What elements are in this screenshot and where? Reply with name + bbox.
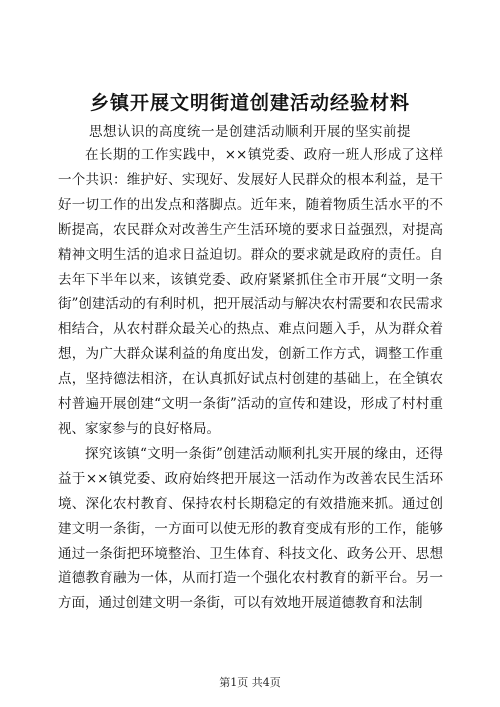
- document-title: 乡镇开展文明街道创建活动经验材料: [89, 92, 410, 114]
- body-paragraph: 在长期的工作实践中，××镇党委、政府一班人形成了这样一个共识：维护好、实现好、发展好人民群众的根本利益，是干好一切工作的出发点和落脚点。近年来，随着物质生活水平的不断提高，农民群众对改善生产生活环境的要求日益强烈，对提高精神文明生活的追求日益迫切。群众的要求就是政府的责任。自去年下半年以来，该镇党委、政府紧紧抓住全市开展“文明一条街”创建活动的有利时机，把开展活动与解决农村需要和农民需求相结合，从农村群众最关心的热点、难点问题入手，从为群众着想，为广大群众谋利益的角度出发，创新工作方式，调整工作重点，坚持德法相济，在认真抓好试点村创建的基础上，在全镇农村普遍开展创建“文明一条街”活动的宣传和建设，形成了村村重视、家家参与的良好格局。: [58, 147, 443, 437]
- body-paragraph: 探究该镇“文明一条街”创建活动顺利扎实开展的缘由，还得益于××镇党委、政府始终把开展这一活动作为改善农民生活环境、深化农村教育、保持农村长期稳定的有效措施来抓。通过创建文明一条街，一方面可以使无形的教育变成有形的工作，能够通过一条街把环境整治、卫生体育、科技文化、政务公开、思想道德教育融为一体，从而打造一个强化农村教育的新平台。另一方面，通过创建文明一条街，可以有效地开展道德教育和法制: [58, 445, 443, 612]
- document-body: [58, 143, 443, 616]
- document-subtitle: 思想认识的高度统一是创建活动顺利开展的坚实前提: [89, 124, 411, 140]
- page-footer: 第1页 共4页: [219, 676, 281, 689]
